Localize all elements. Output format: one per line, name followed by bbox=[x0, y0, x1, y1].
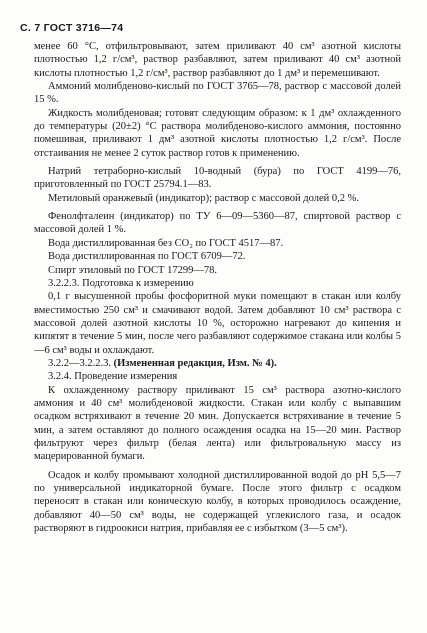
paragraph-methyl-orange: Метиловый оранжевый (индикатор); раствор с массовой долей 0,2 %. bbox=[48, 192, 360, 204]
amendment-text: (Измененная редакция, Изм. № 4). bbox=[113, 357, 277, 369]
paragraph-distilled-water: Вода дистиллированная по ГОСТ 6709—72. bbox=[48, 251, 246, 263]
paragraph-measurement: К охлажденному раствору приливают 15 см³ раствора азотно-кислого аммония и 40 см³ молибденовой жидкости. Стакан или колбу с выпавшим осадком встряхивают в течение 20 мин. Допускается встряхивание в течение 5 мин, а затем оставляют до полного осаждения осадка на 15—20 мин. Раствор фильтруют через фильтр (белая лента) или фильтровальную массу из мацерированной бумаги. bbox=[34, 384, 401, 463]
amendment-note bbox=[34, 357, 401, 370]
paragraph-water-co2-free: Вода дистиллированная без CO₂ по ГОСТ 4517—87. bbox=[48, 237, 284, 249]
paragraph-washing: Осадок и колбу промывают холодной дистиллированной водой до pH 5,5—7 по универсальной индикаторной бумаге. После этого фильтр с осадком переносят в стакан или коническую колбу, в которых проводилось осаждение, добавляют 40—50 см³ воды, не содержащей углекислого газа, и осадок растворяют в гидроокиси натрия, прибавляя ее с избытком (3—5 см³). bbox=[34, 469, 401, 535]
page-header: С. 7 ГОСТ 3716—74 bbox=[20, 22, 124, 34]
amendment-ref: 3.2.2—3.2.2.3. bbox=[48, 357, 111, 369]
paragraph-preparation: 0,1 г высушенной пробы фосфоритной муки помещают в стакан или колбу вместимостью 250 см³ и смачивают водой. Затем добавляют 10 см³ раствора с массовой долей азотной кислоты 10 %, осторожно нагревают до кипения и кипятят в течение 5 мин, после чего разбавляют содержимое стакана или колбы 5—6 см³ воды и охлаждают. bbox=[34, 291, 401, 356]
paragraph-borax: Натрий тетраборно-кислый 10-водный (бура) по ГОСТ 4199—76, приготовленный по ГОСТ 25794.1—83. bbox=[34, 166, 401, 191]
body-text bbox=[34, 40, 401, 535]
paragraph-ammonium-molybdate: Аммоний молибденово-кислый по ГОСТ 3765—78, раствор с массовой долей 15 %. bbox=[34, 81, 401, 106]
paragraph-phenolphthalein: Фенолфталеин (индикатор) по ТУ 6—09—5360—87, спиртовой раствор с массовой долей 1 %. bbox=[34, 211, 401, 236]
paragraph-acid-solution: менее 60 °С, отфильтровывают, затем приливают 40 см³ азотной кислоты плотностью 1,2 г/см³, раствор разбавляют, затем приливают 40 см³ азотной кислоты плотностью 1,2 г/см³, раствор разбавляют до 1 дм³ и перемешивают. bbox=[34, 41, 401, 79]
section-heading-measurement: 3.2.4. Проведение измерения bbox=[48, 371, 178, 383]
paragraph-molybdenum-liquid: Жидкость молибденовая; готовят следующим образом: к 1 дм³ охлажденного до температуры (20±2) °С раствора молибденово-кислого аммония, постоянно помешивая, приливают 1 дм³ азотной кислоты плотностью 1,2 г/см³. После отстаивания не менее 2 суток раствор готов к применению. bbox=[34, 107, 401, 159]
paragraph-ethanol: Спирт этиловый по ГОСТ 17299—78. bbox=[48, 264, 217, 276]
section-heading-preparation: 3.2.2.3. Подготовка к измерению bbox=[48, 277, 194, 289]
